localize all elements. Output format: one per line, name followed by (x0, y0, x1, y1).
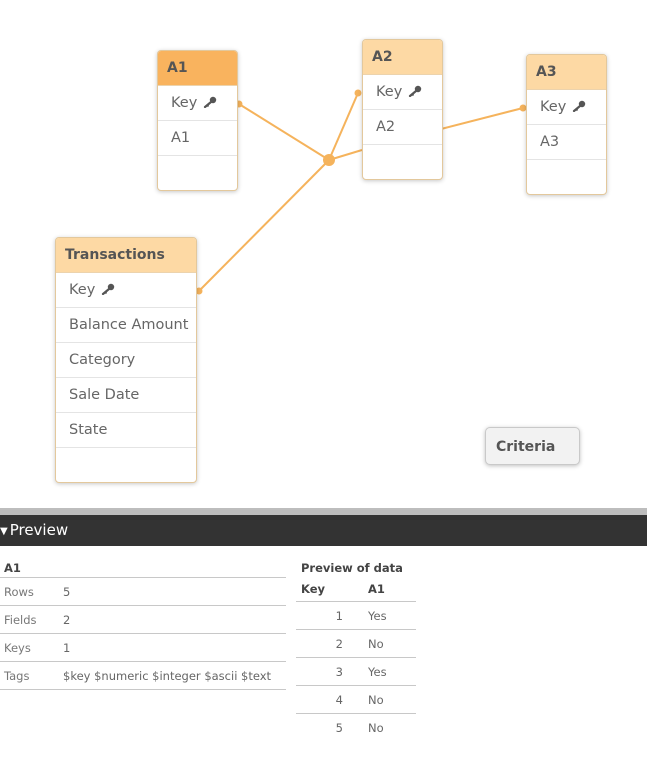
table-row (296, 630, 416, 658)
table-row (296, 658, 416, 686)
table-field[interactable] (56, 378, 196, 413)
data-preview-title: Preview of data (301, 561, 403, 575)
preview-label: Preview (9, 521, 69, 539)
info-row (0, 662, 286, 690)
table-field[interactable] (56, 413, 196, 448)
field-label: Key (69, 282, 96, 298)
table-a2[interactable] (362, 39, 443, 180)
field-label: A1 (171, 130, 191, 146)
field-label: Key (171, 95, 198, 111)
criteria-label: Criteria (496, 439, 556, 455)
table-cell: 2 (296, 630, 363, 658)
info-value: 5 (63, 585, 71, 599)
link-a2-a3[interactable] (441, 108, 523, 129)
table-info-panel (0, 560, 286, 690)
info-label: Keys (4, 641, 31, 655)
key-icon (408, 76, 422, 110)
table-row (296, 714, 416, 742)
link-a1-key[interactable] (239, 104, 329, 160)
data-preview-table (296, 577, 416, 741)
panel-divider[interactable] (0, 508, 647, 515)
table-cell: 1 (296, 602, 363, 630)
data-preview-panel (296, 560, 416, 741)
info-row (0, 578, 286, 606)
field-label: A3 (540, 134, 560, 150)
table-cell: 5 (335, 720, 343, 735)
field-label: Sale Date (69, 387, 140, 403)
table-cell: Yes (363, 602, 416, 630)
table-cell: 4 (296, 686, 363, 714)
empty-field-row (56, 448, 196, 482)
table-field[interactable] (527, 90, 606, 125)
field-label: Balance Amount (69, 317, 189, 333)
key-icon (203, 87, 217, 121)
table-row (296, 686, 416, 714)
field-label: A2 (376, 119, 396, 135)
key-icon (572, 91, 586, 125)
table-row (296, 602, 416, 630)
table-transactions[interactable] (55, 237, 197, 483)
key-icon (101, 274, 115, 308)
preview-header[interactable] (0, 515, 647, 546)
table-cell: No (363, 630, 416, 658)
table-field[interactable] (56, 273, 196, 308)
table-field[interactable] (527, 125, 606, 160)
info-table-name: A1 (0, 560, 286, 578)
table-field[interactable] (158, 86, 237, 121)
table-field[interactable] (56, 343, 196, 378)
field-label: Key (376, 84, 403, 100)
field-label: State (69, 422, 108, 438)
link-a2-key[interactable] (329, 93, 358, 160)
info-value: 2 (63, 613, 71, 627)
data-preview-header-row (296, 577, 416, 602)
info-row (0, 606, 286, 634)
info-label: Rows (4, 585, 34, 599)
triangle-down-icon[interactable]: ▼ (0, 526, 8, 537)
table-a3[interactable] (526, 54, 607, 195)
empty-field-row (363, 145, 442, 179)
empty-field-row (158, 156, 237, 190)
criteria-table[interactable] (485, 427, 580, 465)
link-endpoint (355, 90, 362, 97)
field-label: Key (540, 99, 567, 115)
info-row (0, 634, 286, 662)
table-field[interactable] (56, 308, 196, 343)
table-header[interactable]: A2 (363, 40, 442, 75)
table-header[interactable]: Transactions (56, 238, 196, 273)
column-header: Key (296, 577, 363, 602)
field-label: Category (69, 352, 136, 368)
info-value: 1 (63, 641, 71, 655)
table-field[interactable] (363, 75, 442, 110)
table-cell: No (363, 686, 416, 714)
info-value: $key $numeric $integer $ascii $text (63, 669, 272, 683)
column-header: A1 (363, 577, 416, 602)
table-header[interactable]: A3 (527, 55, 606, 90)
table-cell: Yes (363, 658, 416, 686)
table-header[interactable]: A1 (158, 51, 237, 86)
table-cell: 3 (296, 658, 363, 686)
synthetic-key-hub (323, 154, 335, 166)
info-label: Fields (4, 613, 37, 627)
table-a1[interactable] (157, 50, 238, 191)
table-cell: No (368, 720, 384, 735)
table-field[interactable] (158, 121, 237, 156)
info-label: Tags (4, 669, 30, 683)
table-field[interactable] (363, 110, 442, 145)
empty-field-row (527, 160, 606, 194)
